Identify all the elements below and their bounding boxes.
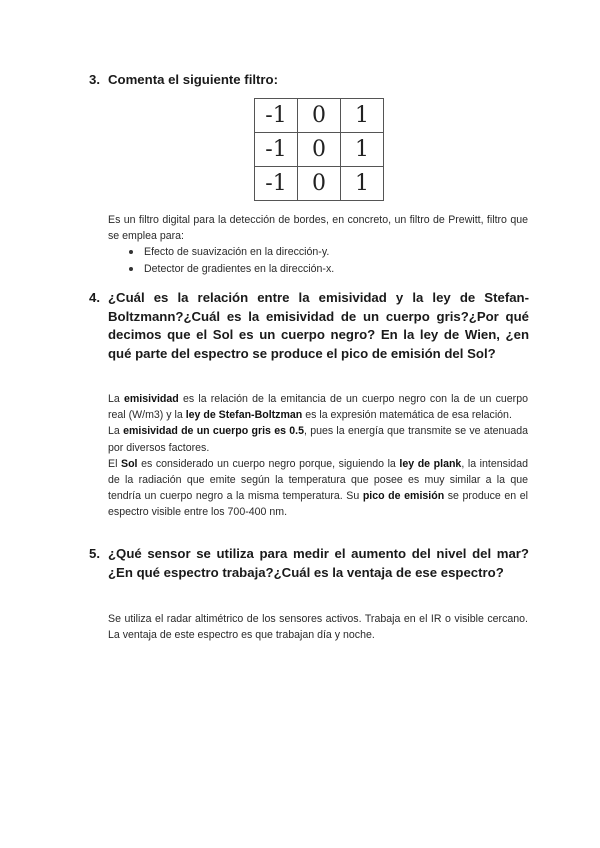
answer-paragraph: Es un filtro digital para la detección de bordes, en concreto, un filtro de Prewitt, filtro que se emplea para: — [108, 214, 528, 243]
text-run: , pues la energía que transmite se ve atenuada por diversos factores. — [108, 425, 528, 454]
answer-3 — [108, 212, 528, 277]
matrix-cell: 1 — [341, 133, 384, 167]
question-text: Comenta el siguiente filtro: — [108, 72, 278, 87]
bold-term: emisividad — [123, 393, 179, 405]
question-number: 4. — [89, 290, 100, 305]
answer-paragraph — [108, 456, 528, 521]
answer-paragraph — [108, 391, 528, 423]
text-run: El — [108, 457, 121, 470]
question-number: 5. — [89, 546, 100, 561]
matrix-row — [255, 99, 384, 133]
matrix-row — [255, 167, 384, 201]
text-run: se produce en el espectro visible entre los 700-400 nm. — [108, 490, 528, 519]
bold-term: pico de emisión — [362, 490, 445, 503]
answer-5 — [108, 611, 528, 643]
matrix-cell: 0 — [298, 99, 341, 133]
matrix-cell: 1 — [341, 99, 384, 133]
question-3-heading — [89, 71, 529, 90]
question-4-heading — [89, 289, 529, 363]
bold-term: ley de Stefan-Boltzman — [185, 409, 303, 422]
text-run: La — [108, 425, 124, 438]
answer-4 — [108, 391, 528, 521]
text-run: es considerado un cuerpo negro porque, siguiendo la — [137, 457, 400, 470]
bold-term: Sol — [121, 457, 138, 470]
bullet-item: Detector de gradientes en la dirección-x. — [108, 261, 528, 277]
matrix-cell: -1 — [255, 133, 298, 167]
matrix-cell: 0 — [298, 167, 341, 201]
question-text: ¿Qué sensor se utiliza para medir el aumento del nivel del mar?¿En qué espectro trabaja?¿Cuál es la ventaja de ese espectro? — [108, 546, 529, 580]
matrix-row — [255, 133, 384, 167]
matrix-cell: 0 — [298, 133, 341, 167]
matrix-cell: -1 — [255, 99, 298, 133]
text-run: es la expresión matemática de esa relación. — [302, 409, 512, 422]
question-5-heading — [89, 545, 529, 582]
question-text: ¿Cuál es la relación entre la emisividad y la ley de Stefan-Boltzmann?¿Cuál es la emisividad de un cuerpo gris?¿Por qué decimos que el Sol es un cuerpo negro? En la ley de Wien, ¿en qué parte del espectro se produce el pico de emisión del Sol? — [108, 290, 529, 361]
bold-term: emisividad de un cuerpo gris es 0.5 — [123, 425, 304, 438]
bullet-list — [108, 244, 528, 276]
text-run: , la intensidad de la radiación que emite según la temperatura que posee es muy similar a la que tendría un cuerpo negro a la misma temperatura. Su — [108, 457, 528, 503]
text-run: La — [108, 393, 124, 405]
prewitt-filter-matrix — [254, 98, 384, 201]
matrix-cell: 1 — [341, 167, 384, 201]
bullet-item: Efecto de suavización en la dirección-y. — [108, 244, 528, 260]
text-run: es la relación de la emitancia de un cuerpo negro con la de un cuerpo real (W/m3) y la — [108, 393, 528, 422]
question-number: 3. — [89, 72, 100, 87]
matrix-cell: -1 — [255, 167, 298, 201]
answer-paragraph: Se utiliza el radar altimétrico de los sensores activos. Trabaja en el IR o visible cercano. La ventaja de este espectro es que trabajan día y noche. — [108, 613, 528, 642]
answer-paragraph — [108, 423, 528, 455]
bold-term: ley de plank — [399, 457, 462, 470]
